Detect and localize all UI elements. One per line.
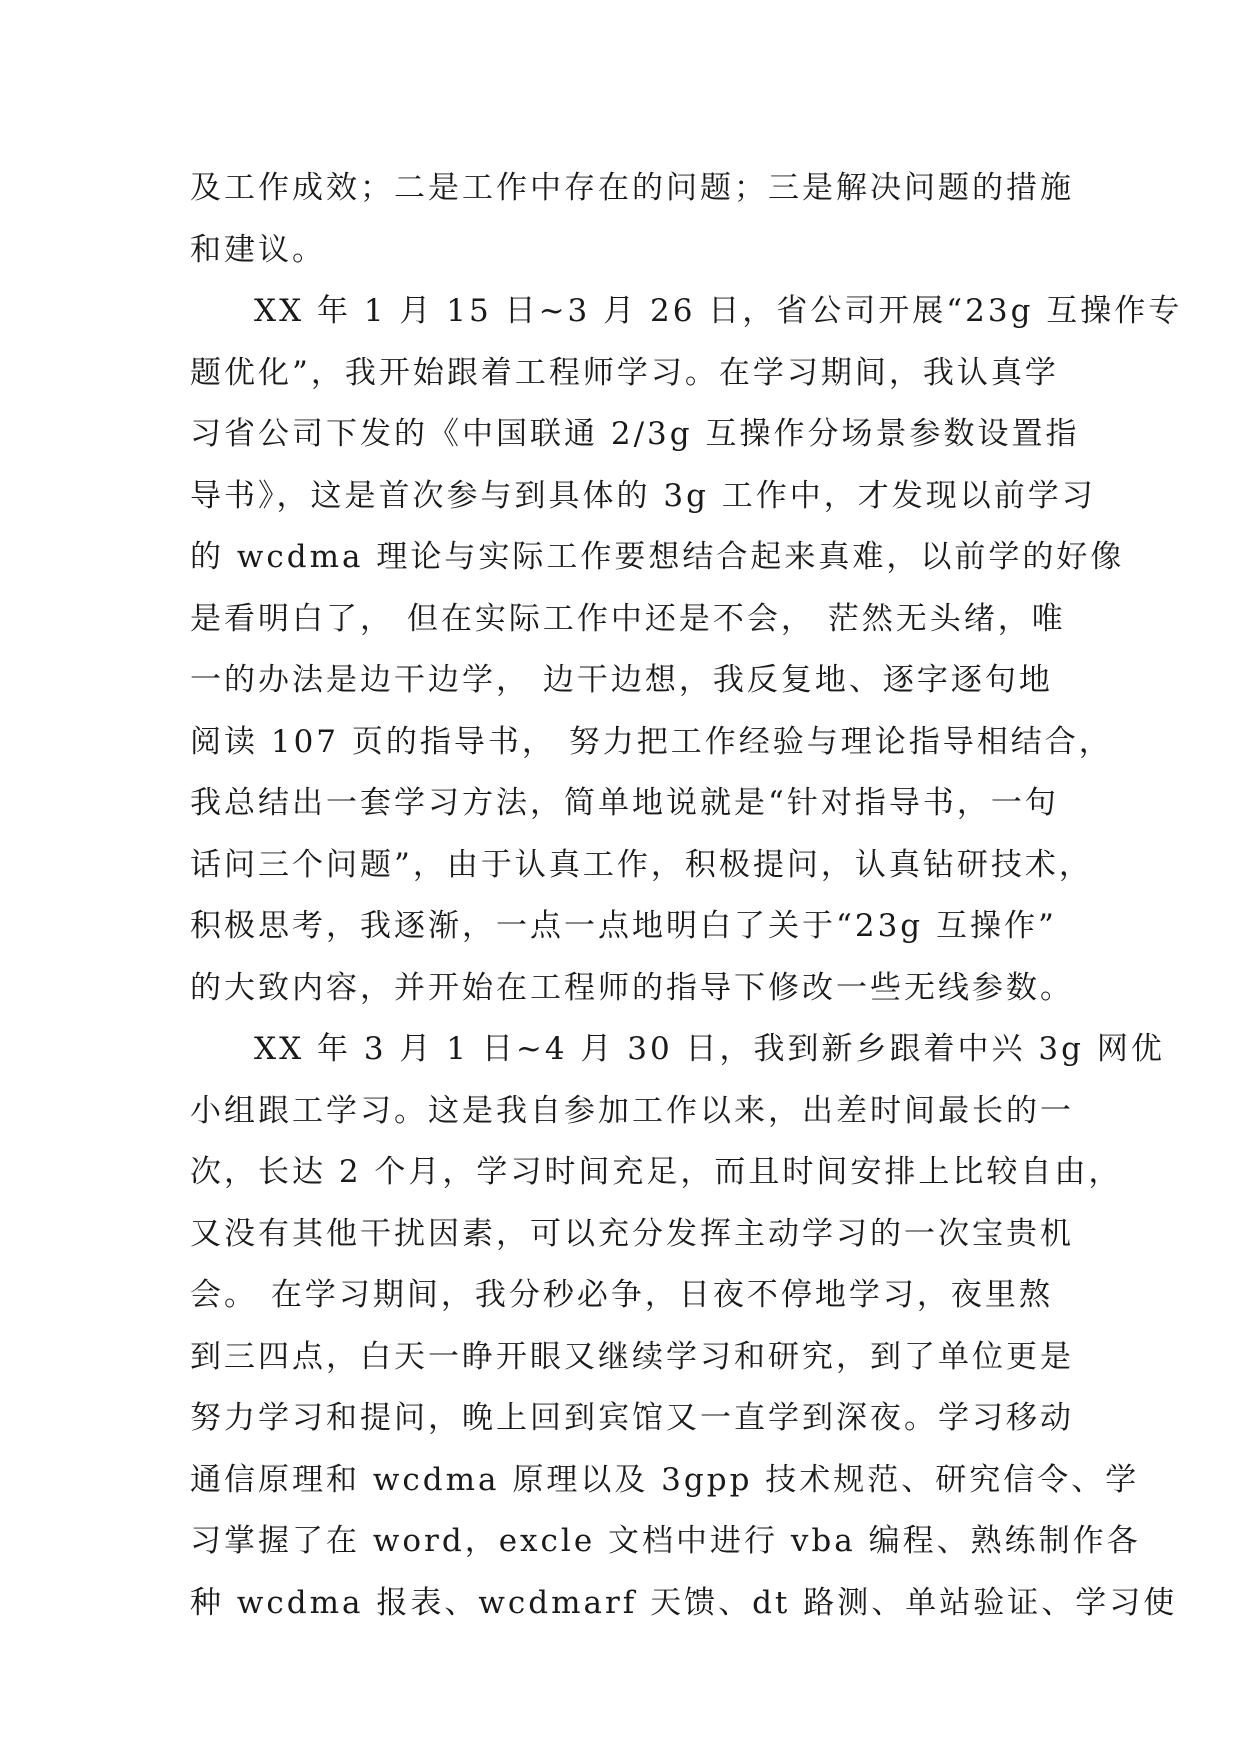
text-line: 到三四点，白天一睁开眼又继续学习和研究，到了单位更是 (190, 1338, 1074, 1375)
text-line: 又没有其他干扰因素，可以充分发挥主动学习的一次宝贵机 (190, 1215, 1074, 1252)
text-line: 导书》，这是首次参与到具体的 3g 工作中，才发现以前学习 (190, 477, 1096, 514)
text-line: 通信原理和 wcdma 原理以及 3gpp 技术规范、研究信令、学 (190, 1461, 1140, 1498)
text-line: 努力学习和提问，晚上回到宾馆又一直学到深夜。学习移动 (190, 1400, 1074, 1436)
text-line: 习掌握了在 word，excle 文档中进行 vba 编程、熟练制作各 (190, 1523, 1141, 1559)
text-line: 和建议。 (190, 231, 326, 268)
text-line: 会。 在学习期间，我分秒必争，日夜不停地学习，夜里熬 (190, 1277, 1053, 1313)
text-line: 的 wcdma 理论与实际工作要想结合起来真难，以前学的好像 (190, 539, 1125, 575)
text-line: 习省公司下发的《中国联通 2/3g 互操作分场景参数设置指 (190, 416, 1080, 452)
text-line: 一的办法是边干边学， 边干边想，我反复地、逐字逐句地 (190, 662, 1053, 698)
text-line: 话问三个问题”，由于认真工作，积极提问，认真钻研技术， (190, 846, 1093, 883)
body-text (190, 158, 1183, 1634)
text-line: 的大致内容，并开始在工程师的指导下修改一些无线参数。 (190, 969, 1074, 1006)
text-line: 是看明白了， 但在实际工作中还是不会， 茫然无头绪，唯 (190, 600, 1066, 637)
paragraph-start-line: XX 年 1 月 15 日~3 月 26 日，省公司开展“23g 互操作专 (254, 293, 1183, 329)
text-line: 题优化”，我开始跟着工程师学习。在学习期间，我认真学 (190, 354, 1059, 391)
paragraph-start-line: XX 年 3 月 1 日~4 月 30 日，我到新乡跟着中兴 3g 网优 (254, 1031, 1165, 1067)
text-line: 我总结出一套学习方法，简单地说就是“针对指导书，一句 (190, 785, 1059, 821)
text-line: 种 wcdma 报表、wcdmarf 天馈、dt 路测、单站验证、学习使 (190, 1584, 1178, 1621)
text-line: 阅读 107 页的指导书， 努力把工作经验与理论指导相结合， (190, 723, 1113, 760)
text-line: 次，长达 2 个月，学习时间充足，而且时间安排上比较自由， (190, 1154, 1123, 1190)
text-line: 小组跟工学习。这是我自参加工作以来，出差时间最长的一 (190, 1092, 1074, 1129)
text-line: 积极思考，我逐渐，一点一点地明白了关于“23g 互操作” (190, 908, 1057, 944)
text-line: 及工作成效；二是工作中存在的问题；三是解决问题的措施 (190, 170, 1074, 206)
